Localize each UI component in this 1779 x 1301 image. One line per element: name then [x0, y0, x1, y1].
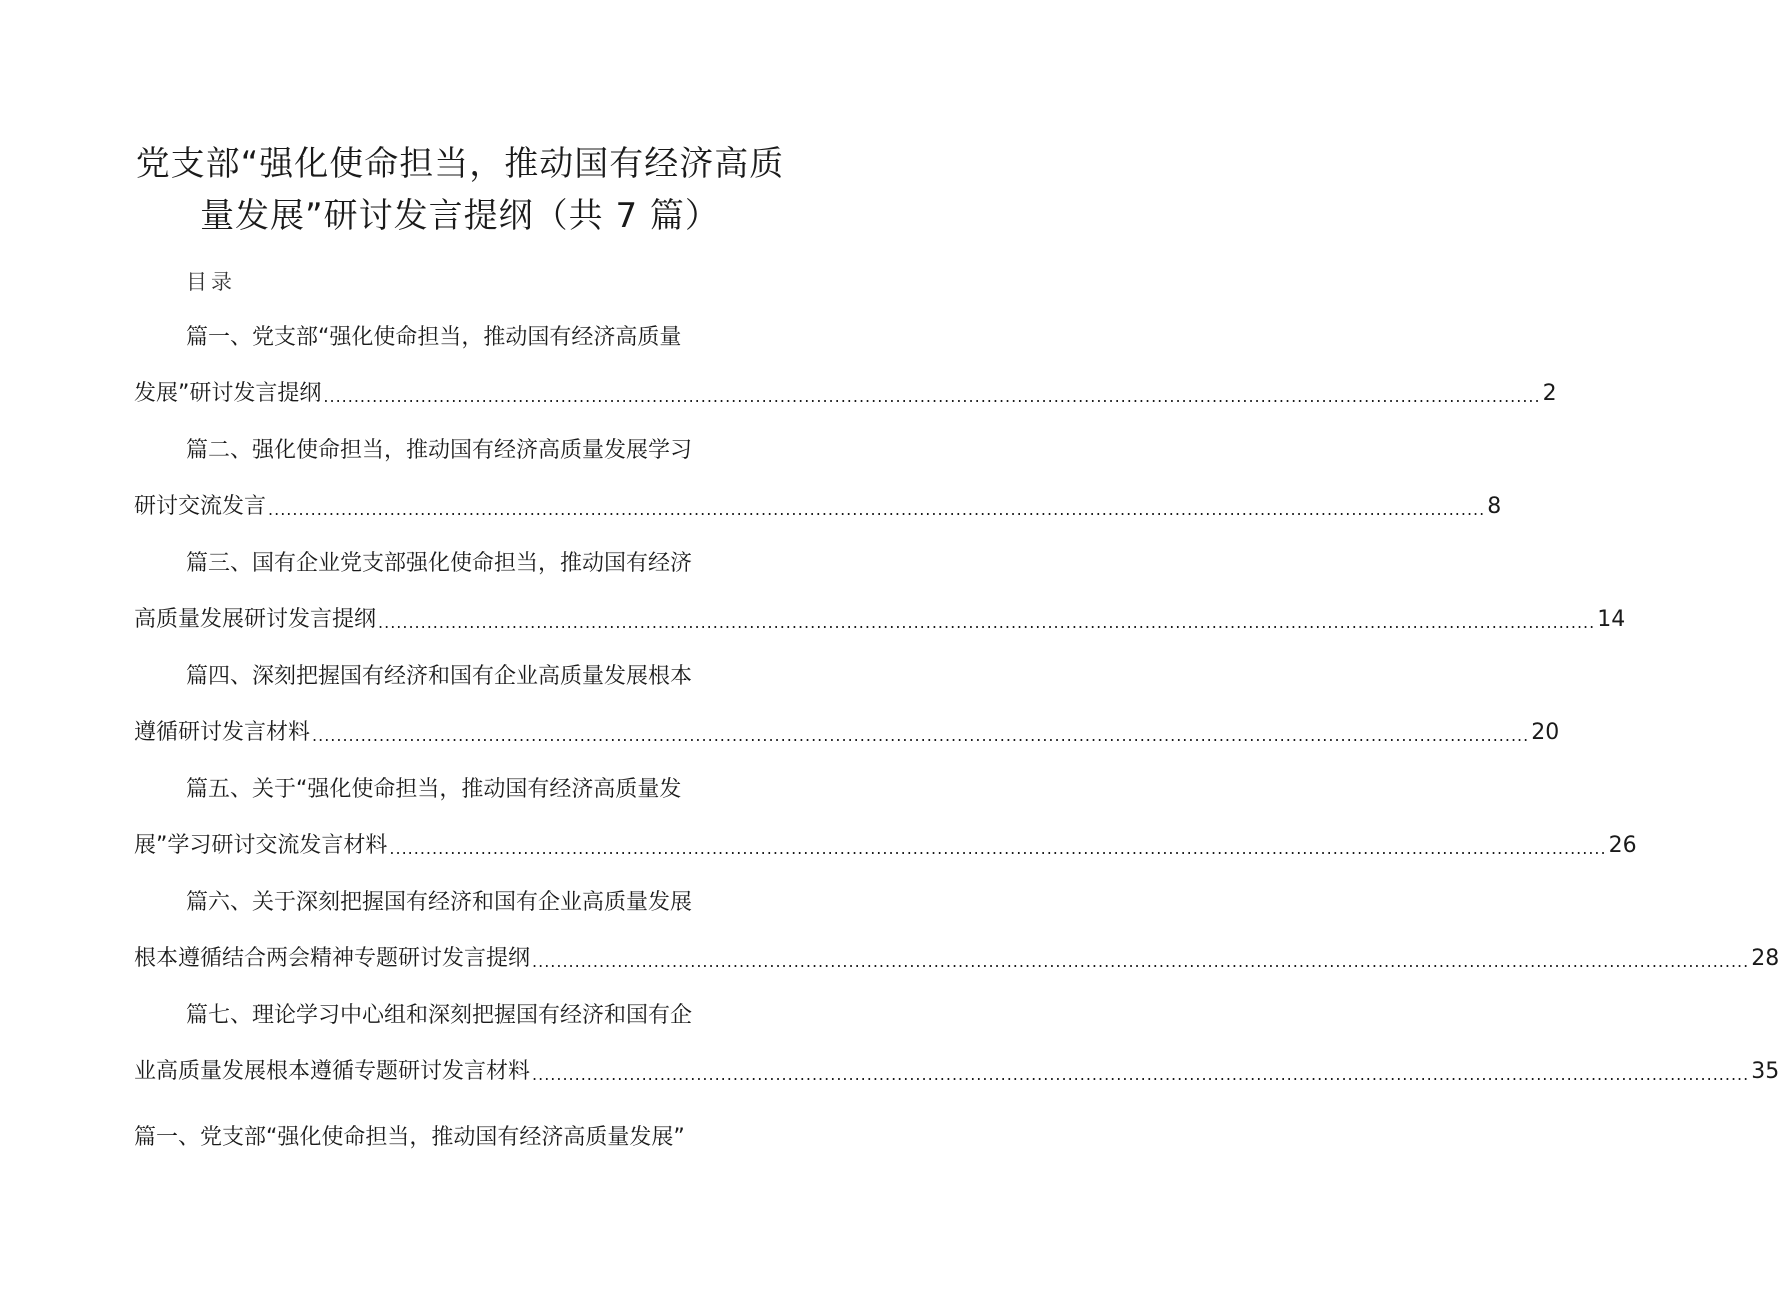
- toc-dot-leader: ........................................................................................................................................................................................................: [268, 500, 1486, 519]
- toc-entry-6[interactable]: [134, 943, 1779, 975]
- toc-dot-leader: ........................................................................................................................................................................................................: [323, 387, 1541, 406]
- toc-entry-7-title-cont: 业高质量发展根本遵循专题研讨发言材料: [134, 1059, 531, 1084]
- toc-entry-2-title[interactable]: 篇二、强化使命担当，推动国有经济高质量发展学习: [186, 438, 693, 463]
- toc-dot-leader: ........................................................................................................................................................................................................: [532, 952, 1750, 971]
- toc-entry-6-page: 28: [1751, 946, 1779, 971]
- toc-entry-5-page: 26: [1608, 833, 1637, 858]
- toc-entry-3-page: 14: [1597, 607, 1626, 632]
- toc-entry-7-page: 35: [1751, 1059, 1779, 1084]
- toc-entry-6-title[interactable]: 篇六、关于深刻把握国有经济和国有企业高质量发展: [186, 890, 693, 915]
- toc-entry-3-title[interactable]: 篇三、国有企业党支部强化使命担当，推动国有经济: [186, 551, 693, 576]
- toc-dot-leader: ........................................................................................................................................................................................................: [378, 613, 1596, 632]
- toc-entry-2-title-cont: 研讨交流发言: [134, 494, 267, 519]
- toc-entry-7-title[interactable]: 篇七、理论学习中心组和深刻把握国有经济和国有企: [186, 1003, 693, 1028]
- toc-entry-3[interactable]: [134, 604, 1626, 636]
- toc-entry-1-title-cont: 发展”研讨发言提纲: [134, 381, 322, 406]
- toc-dot-leader: ........................................................................................................................................................................................................: [312, 726, 1530, 745]
- toc-entry-4-title-cont: 遵循研讨发言材料: [134, 720, 311, 745]
- toc-entry-1[interactable]: [134, 378, 1557, 410]
- toc-heading: 目录: [186, 270, 236, 294]
- toc-entry-7[interactable]: [134, 1056, 1779, 1088]
- toc-entry-2-page: 8: [1487, 494, 1502, 519]
- toc-entry-5-title-cont: 展”学习研讨交流发言材料: [134, 833, 388, 858]
- toc-entry-4-title[interactable]: 篇四、深刻把握国有经济和国有企业高质量发展根本: [186, 664, 693, 689]
- section-heading: 篇一、党支部“强化使命担当，推动国有经济高质量发展”: [134, 1125, 685, 1150]
- document-title-line-2: 量发展”研讨发言提纲（共 7 篇）: [200, 196, 720, 236]
- toc-entry-3-title-cont: 高质量发展研讨发言提纲: [134, 607, 377, 632]
- toc-entry-4[interactable]: [134, 717, 1560, 749]
- toc-entry-1-title[interactable]: 篇一、党支部“强化使命担当，推动国有经济高质量: [186, 325, 682, 350]
- toc-entry-1-page: 2: [1542, 381, 1557, 406]
- toc-entry-6-title-cont: 根本遵循结合两会精神专题研讨发言提纲: [134, 946, 531, 971]
- toc-entry-4-page: 20: [1531, 720, 1560, 745]
- toc-dot-leader: ........................................................................................................................................................................................................: [389, 839, 1607, 858]
- toc-entry-2[interactable]: [134, 491, 1502, 523]
- toc-entry-5[interactable]: [134, 830, 1637, 862]
- toc-entry-5-title[interactable]: 篇五、关于“强化使命担当，推动国有经济高质量发: [186, 777, 682, 802]
- document-title-line-1: 党支部“强化使命担当，推动国有经济高质: [135, 144, 785, 184]
- toc-dot-leader: ........................................................................................................................................................................................................: [532, 1065, 1750, 1084]
